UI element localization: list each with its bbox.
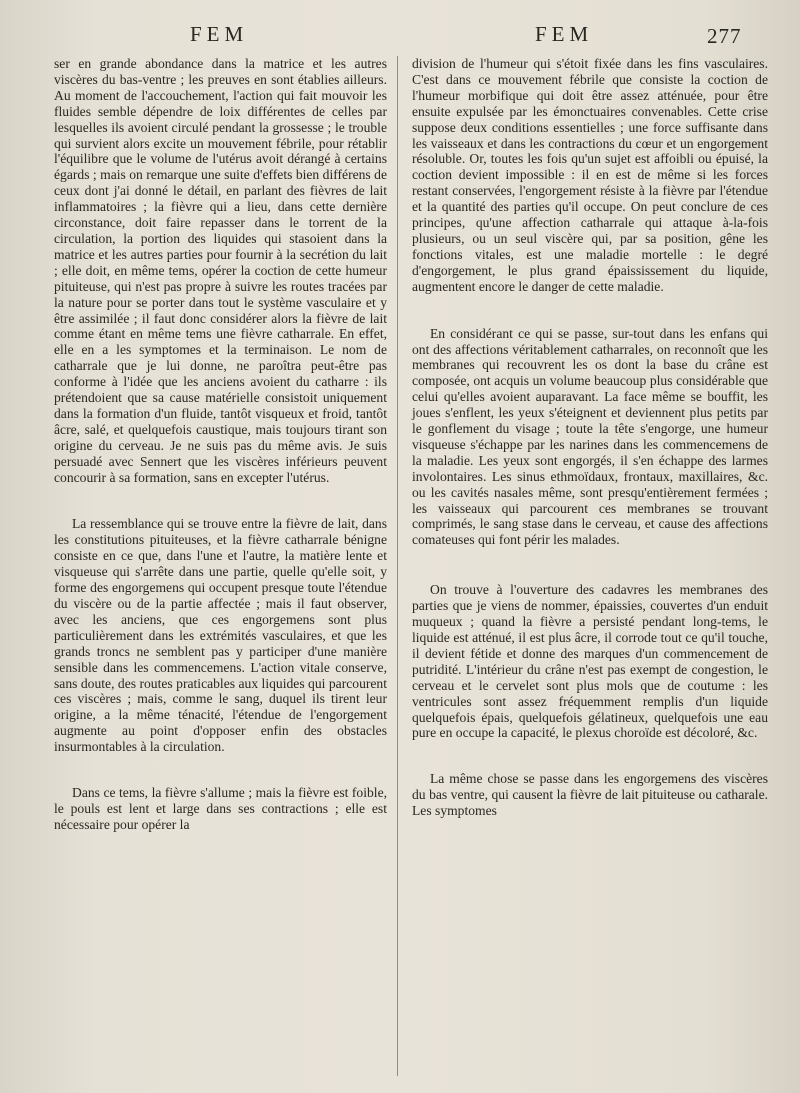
left-paragraph-1: ser en grande abondance dans la matrice et les autres viscères du bas-ventre ; les preuves en sont établies ailleurs. Au moment de l'accouchement, l'action qui fait mouvoir les fluides semble dépendre de loix différentes de celles par lesquelles ils avoient circulé pendant la grossesse ; le trouble qui survient alors excite un mouvement fébrile, pour rétablir l'équilibre que le volume de l'utérus avoit dérangé à certains égards ; mais on remarque une suite d'effets bien différens de ceux dont j'ai donné le détail, en parlant des fièvres de lait inflammatoires ; la fièvre qui a lieu, dans cette dernière circonstance, doit faire repasser dans le torrent de la circulation, la portion des liquides qui stasoient dans la matrice et les autres parties pour fournir à la secrétion du lait ; elle doit, en même tems, opérer la coction de cette humeur pituiteuse, qui n'est pas propre à suivre les routes tracées par la nature pour se porter dans tout le système vasculaire et y être assimilée ; il faut donc considérer alors la fièvre de lait comme étant en même tems une fièvre catharrale. En effet, elle en a les symptomes et la terminaison. Le nom de catharrale que je lui donne, ne paroîtra peut-être pas conforme à l'idée que les anciens avoient du catharre : ils prétendoient que sa cause matérielle consistoit uniquement dans la formation d'un fluide, tantôt visqueux et froid, tantôt âcre, salé, et quelquefois caustique, mais toujours tirant son origine du cerveau. Je ne suis pas du même avis. Je suis persuadé avec Sennert que les viscères inférieurs peuvent concourir à sa formation, sans en excepter l'utérus.: [54, 56, 387, 485]
right-paragraph-3: On trouve à l'ouverture des cadavres les membranes des parties que je viens de nommer, épaissies, couvertes d'un enduit muqueux ; quand la fièvre a persisté pendant long-tems, le liquide est atténué, il est plus âcre, il corrode tout ce qu'il touche, il devient fétide et donne des marques d'un commencement de putridité. L'intérieur du crâne n'est pas exempt de congestion, le cerveau et le cervelet sont plus mols que de coutume : les ventricules sont assez fréquemment remplis d'un liquide quelquefois épais, quelquefois gélatineux, quelquefois une eau pure en occupe la capacité, le plexus choroïde est décoloré, &c.: [412, 582, 768, 741]
right-paragraph-1: division de l'humeur qui s'étoit fixée dans les fins vasculaires. C'est dans ce mouvement fébrile que consiste la coction de l'humeur morbifique qui doit être assez atténuée, pour être ensuite expulsée par les émonctuaires convenables. Cette crise suppose deux conditions essentielles ; une force suffisante dans les vaisseaux et dans les contractions du cœur et un engorgement résoluble. Or, toutes les fois qu'un sujet est affoibli ou épuisé, la coction devient impossible : il en est de même si les forces restant conservées, l'engorgement résiste à la fièvre par l'étendue et la quantité des parties qu'il occupe. On peut conclure de ces principes, qu'une affection catharrale qui attaque à-la-fois plusieurs, ou un seul viscère qui, par sa position, gêne les fonctions vitales, est une maladie mortelle : le degré d'engorgement, le plus grand épaississement du liquide, augmentent encore le danger de cette maladie.: [412, 56, 768, 294]
right-column: [412, 56, 768, 819]
running-head-left: FEM: [190, 22, 249, 46]
left-paragraph-3: Dans ce tems, la fièvre s'allume ; mais la fièvre est foible, le pouls est lent et large dans ses contractions ; elle est nécessaire pour opérer la: [54, 785, 387, 832]
left-column: [54, 56, 387, 833]
right-paragraph-4: La même chose se passe dans les engorgemens des viscères du bas ventre, qui causent la fièvre de lait pituiteuse ou catharale. Les symptomes: [412, 771, 768, 819]
left-paragraph-2: La ressemblance qui se trouve entre la fièvre de lait, dans les constitutions pituiteuses, et la fièvre catharrale bénigne consiste en ce que, dans l'une et l'autre, la matière lente et visqueuse qui s'arrête dans une partie, quelle qu'elle soit, y forme des engorgemens qui occupent presque toute l'étendue du viscère ou de la partie affectée ; mais il faut observer, avec les anciens, que ces engorgemens sont plus particulièrement dans les extrémités vasculaires, et que les grands troncs ne semblent pas y participer d'une manière sensible dans les commencemens. L'action vitale conserve, sans doute, des routes praticables aux liquides qui parcourent ces viscères ; mais, comme le sang, duquel ils tirent leur origine, a la même ténacité, l'étendue de l'engorgement augmente au point d'opposer enfin des obstacles insurmontables à la circulation.: [54, 516, 387, 755]
right-paragraph-2: En considérant ce qui se passe, sur-tout dans les enfans qui ont des affections véritablement catharrales, on reconnoît que les membranes qui recouvrent les os dont la base du crâne est composée, ont acquis un volume beaucoup plus considérable que celui qu'elles avoient auparavant. La face même se bouffit, les joues s'enflent, les yeux s'éteignent et deviennent plus petits par le gonflement du visage ; toute la tête s'engorge, une humeur visqueuse s'échappe par les narines dans les commencemens de la maladie. Les yeux sont engorgés, il s'en échappe des larmes involontaires. Les sinus ethmoïdaux, frontaux, maxillaires, &c. ou les cavités nasales même, sont presqu'entièrement fermées ; les vaisseaux qui parcourent ces membranes se trouvant comprimés, le sang stase dans le cerveau, et cause des affections comateuses qui font périr les malades.: [412, 325, 768, 548]
running-head-right: FEM: [535, 22, 594, 46]
column-divider: [397, 56, 398, 1076]
page-number: 277: [707, 24, 742, 48]
page-header: [0, 18, 800, 50]
